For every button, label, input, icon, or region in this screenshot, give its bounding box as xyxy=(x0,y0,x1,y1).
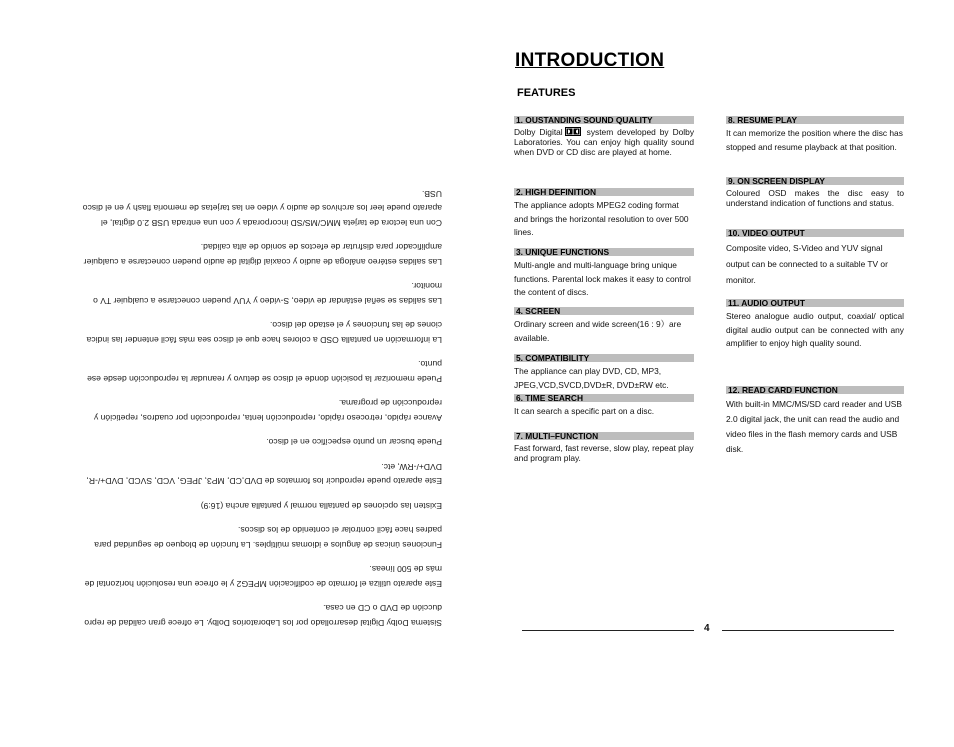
feature-heading: 9. ON SCREEN DISPLAY xyxy=(726,177,904,185)
es-paragraph-audio xyxy=(42,240,442,269)
es-line: padres hace fácil controlar el contenido de los discos. xyxy=(238,525,442,536)
es-line: Las salidas estéreo análoga de audio y coaxial digital de audio pueden conectarse a cualquier xyxy=(83,257,442,267)
feature-heading: 12. READ CARD FUNCTION xyxy=(726,386,904,394)
es-line: DVD+/-RW, etc. xyxy=(381,462,442,472)
es-line: Puede buscar un punto específico en el disco. xyxy=(266,437,442,448)
feature-body: The appliance can play DVD, CD, MP3, JPEG,VCD,SVCD,DVD±R, DVD±RW etc. xyxy=(514,366,669,390)
es-line: punto. xyxy=(418,359,442,370)
page-number: 4 xyxy=(704,623,710,634)
es-paragraph-search xyxy=(42,435,442,450)
feature-video-output xyxy=(726,229,904,288)
feature-heading: 10. VIDEO OUTPUT xyxy=(726,229,904,237)
es-line: USB. xyxy=(421,189,442,199)
feature-body: Fast forward, fast reverse, slow play, repeat play and program play. xyxy=(514,443,694,463)
es-paragraph-multifunction xyxy=(42,396,442,425)
feature-body: With built-in MMC/MS/SD card reader and USB 2.0 digital jack, the unit can read the audio and video files in the flash memory cards and USB disk. xyxy=(726,399,902,454)
feature-body: Stereo analogue audio output, coaxial/ optical digital audio output can be connected with any amplifier to enjoy high quality sound. xyxy=(726,311,904,348)
es-line: Con una lectora de tarjeta MMC/MS/SD incorporada y con una entrada USB 2.0 digital, el xyxy=(100,218,442,228)
es-paragraph-screen xyxy=(42,499,442,514)
spanish-page-rotated xyxy=(42,100,442,630)
feature-compatibility xyxy=(514,354,694,392)
es-line: más de 500 líneas. xyxy=(369,564,442,575)
feature-heading: 8. RESUME PLAY xyxy=(726,116,904,124)
feature-unique-functions xyxy=(514,248,694,300)
es-line: Este aparato utiliza el formato de codificación MPEG2 y le ofrece una resolución horizontal de xyxy=(84,579,442,589)
feature-body-text: Dolby Digital xyxy=(514,127,563,137)
es-paragraph-osd xyxy=(42,318,442,347)
footer-rule-left xyxy=(522,630,694,631)
es-paragraph-card xyxy=(42,187,442,231)
es-line: ciones de las funciones y el estado del disco. xyxy=(270,320,442,331)
es-paragraph-sound xyxy=(42,601,442,630)
feature-high-definition xyxy=(514,188,694,240)
es-line: Sistema Dolby Digital desarrollado por los Laboratorios Dolby. Le ofrece gran calidad de repro xyxy=(84,618,442,628)
feature-audio-output xyxy=(726,299,904,351)
feature-heading: 4. SCREEN xyxy=(514,307,694,315)
feature-body xyxy=(514,127,694,157)
feature-screen xyxy=(514,307,694,345)
es-paragraph-compatibility xyxy=(42,460,442,489)
dolby-double-d-icon xyxy=(565,127,581,136)
es-line: Avance rápido, retroceso rápido, reproducción lenta, reproducción por cuadros, repetición y xyxy=(93,413,442,423)
es-line: Las salidas se señal estándar de video, S-video y YUV pueden conectarse a cualquier TV o xyxy=(93,296,442,306)
es-paragraph-functions xyxy=(42,523,442,552)
feature-body: Coloured OSD makes the disc easy to understand indication of functions and status. xyxy=(726,188,904,208)
feature-multi-function xyxy=(514,432,694,463)
es-line: aparato puede leer los archivos de audio y video en las tarjetas de memoria flash y en el disco xyxy=(82,203,442,214)
feature-read-card xyxy=(726,386,904,457)
feature-heading: 2. HIGH DEFINITION xyxy=(514,188,694,196)
es-paragraph-video xyxy=(42,279,442,308)
es-line: Funciones únicas de ángulos e idiomas múltiples. La función de bloqueo de seguridad para xyxy=(94,540,442,550)
es-paragraph-resume xyxy=(42,357,442,386)
feature-body: The appliance adopts MPEG2 coding format and brings the horizontal resolution to over 500 lines. xyxy=(514,200,689,237)
feature-time-search xyxy=(514,394,694,419)
feature-body: Composite video, S-Video and YUV signal output can be connected to a suitable TV or monitor. xyxy=(726,243,888,285)
es-line: monitor. xyxy=(411,281,442,292)
es-line: Puede memorizar la posición donde el disco se detuvo y reanudar la reproducción desde ese xyxy=(87,374,442,384)
es-line: La información en pantalla OSD a colores hace que el disco sea más fácil entender las indica xyxy=(86,335,442,345)
feature-sound-quality xyxy=(514,116,694,157)
feature-body: Multi-angle and multi-language bring unique functions. Parental lock makes it easy to control the content of discs. xyxy=(514,260,691,297)
es-paragraph-definition xyxy=(42,562,442,591)
feature-heading: 3. UNIQUE FUNCTIONS xyxy=(514,248,694,256)
es-line: Existen las opciones de pantalla normal y pantalla ancha (16:9) xyxy=(200,501,442,511)
feature-body: It can memorize the position where the disc has stopped and resume playback at that position. xyxy=(726,128,903,152)
es-line: ducción de DVD o CD en casa. xyxy=(323,603,442,614)
feature-on-screen-display xyxy=(726,177,904,208)
feature-heading: 6. TIME SEARCH xyxy=(514,394,694,402)
feature-heading: 1. OUSTANDING SOUND QUALITY xyxy=(514,116,694,124)
section-subtitle: FEATURES xyxy=(517,87,576,99)
feature-heading: 11. AUDIO OUTPUT xyxy=(726,299,904,307)
es-line: reproducción de programa. xyxy=(338,398,442,409)
feature-body-text: system developed by Dolby Laboratories. You can enjoy high quality sound when DVD or CD disc are played at home. xyxy=(514,127,695,157)
feature-resume-play xyxy=(726,116,904,154)
footer-rule-right xyxy=(722,630,894,631)
es-line: amplificador para disfrutar de efectos de sonido de alta calidad. xyxy=(200,242,442,253)
feature-body: It can search a specific part on a disc. xyxy=(514,406,655,416)
feature-heading: 7. MULTI–FUNCTION xyxy=(514,432,694,440)
feature-body: Ordinary screen and wide screen(16 : 9）are available. xyxy=(514,319,682,343)
es-line: Este aparato puede reproducir los formatos de DVD,CD, MP3, JPEG, VCD, SVCD, DVD+/-R, xyxy=(86,476,442,487)
feature-heading: 5. COMPATIBILITY xyxy=(514,354,694,362)
page-title: INTRODUCTION xyxy=(515,50,665,71)
